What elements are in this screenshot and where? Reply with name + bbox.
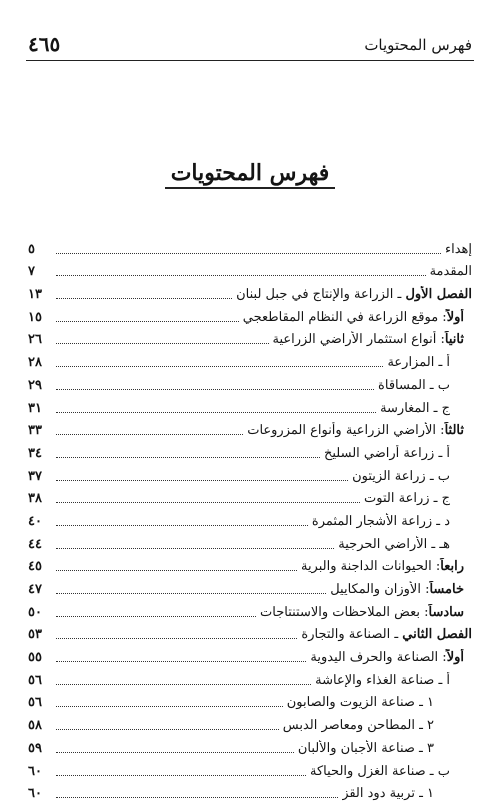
toc-entry-page: ٢٩ [28, 377, 52, 394]
toc-entry [28, 394, 472, 417]
dot-leader [56, 343, 269, 344]
toc-entry [28, 326, 472, 349]
toc-entry [28, 575, 472, 598]
toc-entry [28, 303, 472, 326]
toc-entry-prefix: أولاً [447, 310, 464, 325]
toc-entry-page: ٥٣ [28, 626, 52, 643]
toc-entry-page: ٢٦ [28, 331, 52, 348]
toc-entry-text: ـ الزراعة والإنتاج في جبل لبنان [236, 287, 405, 302]
toc-entry-prefix: الفصل الأول [405, 287, 472, 302]
dot-leader [56, 525, 308, 526]
toc-entry-prefix: خامساً [429, 582, 464, 597]
toc-entry-label [342, 785, 472, 802]
toc-entry-text: : الأراضي الزراعية وأنواع المزروعات [247, 423, 444, 438]
toc-entry-page: ٥٩ [28, 740, 52, 757]
toc-entry-label [387, 354, 472, 371]
toc-entry-page: ٥ [28, 241, 52, 258]
dot-leader [56, 434, 243, 435]
toc-entry-text: ١ ـ صناعة الزيوت والصابون [287, 695, 434, 710]
toc-entry [28, 348, 472, 371]
toc-entry-text: ب ـ المساقاة [378, 378, 450, 393]
toc-entry-label [338, 536, 472, 553]
toc-entry-prefix: الفصل الثاني [402, 627, 472, 642]
toc-entry [28, 689, 472, 712]
toc-entry [28, 666, 472, 689]
toc-entry-page: ٣٨ [28, 490, 52, 507]
toc-title-text: فهرس المحتويات [165, 160, 336, 189]
dot-leader [56, 706, 283, 707]
dot-leader [56, 797, 338, 798]
toc-entry-page: ٣٣ [28, 422, 52, 439]
dot-leader [56, 480, 348, 481]
toc-entry-page: ١٥ [28, 309, 52, 326]
toc-entry-label [330, 581, 472, 598]
toc-entry-text: ـ الصناعة والتجارة [301, 627, 402, 642]
toc-entry-text: : الأوزان والمكاييل [330, 582, 429, 597]
running-title: فهرس المحتويات [364, 36, 472, 54]
toc-entry-page: ٥٦ [28, 694, 52, 711]
toc-entry-text: ٣ ـ صناعة الأجبان والألبان [298, 741, 434, 756]
toc-entry-label [324, 445, 472, 462]
toc-entry-label [301, 626, 472, 643]
toc-entry-text: هـ ـ الأراضي الحرجية [338, 537, 450, 552]
toc-entry-page: ٤٥ [28, 558, 52, 575]
toc-entry-page: ٣٤ [28, 445, 52, 462]
toc-entry [28, 280, 472, 303]
toc-entry-page: ٢٨ [28, 354, 52, 371]
page-number: ٤٦٥ [28, 32, 60, 56]
dot-leader [56, 775, 306, 776]
toc-entry-label [301, 558, 472, 575]
toc-entry-prefix: ثالثاً [445, 423, 464, 438]
dot-leader [56, 457, 320, 458]
dot-leader [56, 548, 334, 549]
toc-entry [28, 598, 472, 621]
toc-entry-label [310, 763, 472, 780]
toc-entry-page: ٥٨ [28, 717, 52, 734]
toc-entry-page: ٥٥ [28, 649, 52, 666]
toc-entry-prefix: ثانياً [445, 332, 464, 347]
toc-entry [28, 530, 472, 553]
toc-entry [28, 553, 472, 576]
toc-entry [28, 417, 472, 440]
toc-entry [28, 780, 472, 802]
header-rule [26, 60, 474, 61]
dot-leader [56, 593, 326, 594]
toc-entry-label [312, 513, 472, 530]
toc-entry-label [380, 400, 472, 417]
toc-entry-text: أ ـ صناعة الغذاء والإعاشة [315, 673, 450, 688]
toc-entry-text: : أنواع استثمار الأراضي الزراعية [273, 332, 445, 347]
toc-entry [28, 621, 472, 644]
dot-leader [56, 570, 297, 571]
toc-entry-label [378, 377, 472, 394]
toc-entry-text: ج ـ زراعة التوت [364, 491, 450, 506]
toc-entry-label [243, 309, 472, 326]
toc-entry [28, 507, 472, 530]
dot-leader [56, 661, 306, 662]
toc-entry-label [352, 468, 472, 485]
toc-entry-label [283, 717, 472, 734]
toc-entry-label [247, 422, 472, 439]
toc-entry-text: ب ـ زراعة الزيتون [352, 469, 450, 484]
toc-entry-prefix: أولاً [447, 650, 464, 665]
toc-entry-label [315, 672, 472, 689]
toc-entry [28, 734, 472, 757]
toc-entry-text: المقدمة [430, 264, 472, 279]
toc-entry-label [298, 740, 472, 757]
toc-entry-text: ج ـ المغارسة [380, 401, 450, 416]
toc-entry [28, 462, 472, 485]
toc-entry-prefix: رابعاً [440, 559, 464, 574]
toc-entry-text: : موقع الزراعة في النظام المقاطعجي [243, 310, 447, 325]
toc-entry [28, 235, 472, 258]
toc-entry-text: أ ـ المزارعة [387, 355, 450, 370]
toc-entry-label [236, 286, 472, 303]
toc-entry-page: ٣٧ [28, 468, 52, 485]
toc-entry-text: : الصناعة والحرف اليدوية [310, 650, 446, 665]
dot-leader [56, 684, 311, 685]
toc-entry [28, 258, 472, 281]
toc-entry-label [260, 604, 472, 621]
toc-entry-label [273, 331, 473, 348]
dot-leader [56, 389, 374, 390]
toc-entry-label [310, 649, 472, 666]
toc-entry [28, 711, 472, 734]
toc-entry-page: ٤٤ [28, 536, 52, 553]
toc-entry-page: ٦٠ [28, 785, 52, 802]
toc-entry-text: ب ـ صناعة الغزل والحياكة [310, 764, 450, 779]
dot-leader [56, 412, 376, 413]
dot-leader [56, 298, 232, 299]
dot-leader [56, 502, 360, 503]
toc-entry-text: أ ـ زراعة أراضي السليخ [324, 446, 450, 461]
toc-entry-page: ٤٠ [28, 513, 52, 530]
toc-entry-page: ١٣ [28, 286, 52, 303]
toc-entry [28, 757, 472, 780]
toc-entry-label [287, 694, 472, 711]
dot-leader [56, 616, 256, 617]
toc-entry-page: ٥٦ [28, 672, 52, 689]
toc-entry-label [430, 263, 472, 280]
toc-entry [28, 643, 472, 666]
toc-entry-label [445, 241, 472, 258]
toc-entry-prefix: سادساً [429, 605, 465, 620]
toc-entry-page: ٤٧ [28, 581, 52, 598]
toc-entry-text: : بعض الملاحظات والاستنتاجات [260, 605, 429, 620]
toc-entry [28, 439, 472, 462]
toc-entry-page: ٣١ [28, 400, 52, 417]
toc-entry-text: إهداء [445, 242, 472, 257]
dot-leader [56, 253, 441, 254]
dot-leader [56, 275, 426, 276]
dot-leader [56, 321, 239, 322]
toc-entry-text: ١ ـ تربية دود القز [342, 786, 434, 801]
dot-leader [56, 638, 297, 639]
dot-leader [56, 729, 279, 730]
toc-entry-page: ٦٠ [28, 763, 52, 780]
toc-entry-text: ٢ ـ المطاحن ومعاصر الدبس [283, 718, 434, 733]
dot-leader [56, 752, 294, 753]
toc-entry-label [364, 490, 472, 507]
toc-entry-page: ٥٠ [28, 604, 52, 621]
toc-entry-page: ٧ [28, 263, 52, 280]
toc-entry [28, 371, 472, 394]
toc-entry [28, 485, 472, 508]
toc-title [0, 160, 500, 189]
toc-list [28, 235, 472, 802]
dot-leader [56, 366, 383, 367]
toc-entry-text: : الحيوانات الداجنة والبرية [301, 559, 440, 574]
toc-entry-text: د ـ زراعة الأشجار المثمرة [312, 514, 450, 529]
